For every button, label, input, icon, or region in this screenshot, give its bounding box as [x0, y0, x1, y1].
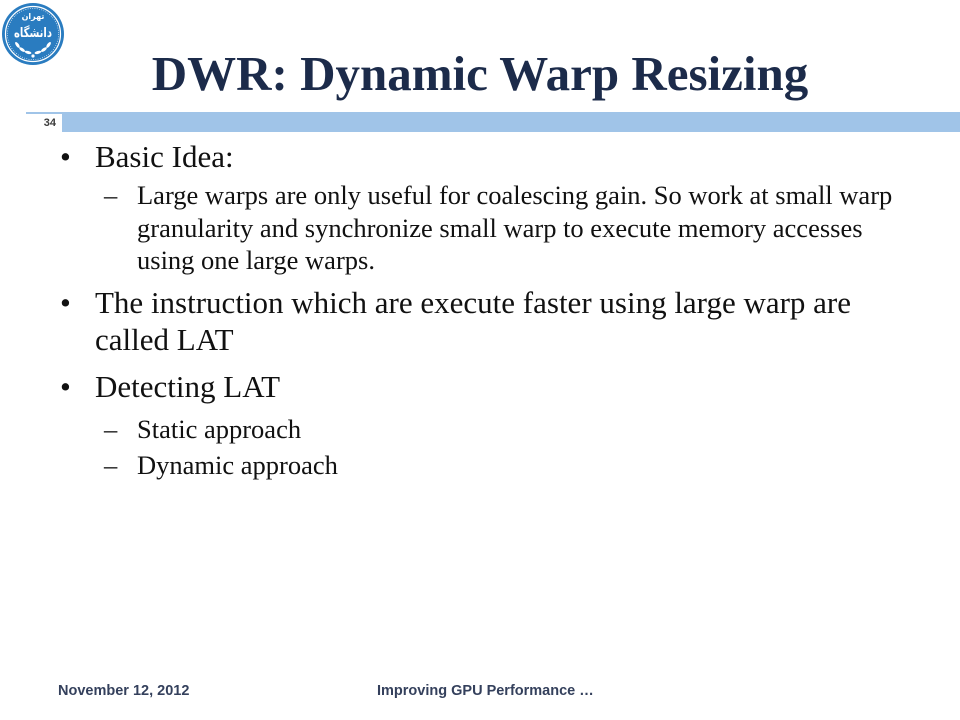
bullet-lat-definition — [60, 284, 912, 358]
bullet-marker: • — [60, 369, 71, 404]
header-accent-bar — [62, 112, 960, 132]
sub-bullet-marker: – — [104, 450, 118, 480]
slide-title: DWR: Dynamic Warp Resizing — [151, 46, 809, 101]
seal-lettering-main: دانشگاه — [14, 26, 64, 41]
footer-presentation-title: Improving GPU Performance … — [377, 683, 594, 699]
seal-lettering-top: تهران — [21, 12, 45, 21]
footer-date: November 12, 2012 — [58, 683, 190, 699]
sub-bullet-text: Static approach — [137, 414, 302, 444]
sub-bullet-text: Dynamic approach — [137, 450, 338, 480]
sub-bullet-static-approach — [104, 413, 912, 446]
sub-bullet-dynamic-approach — [104, 449, 912, 482]
bullet-marker: • — [60, 285, 71, 320]
slide-number-rule — [26, 112, 62, 114]
bullet-basic-idea — [60, 138, 912, 175]
bullet-text: Basic Idea: — [95, 139, 234, 174]
sub-bullet-large-warps — [104, 179, 912, 277]
bullet-marker: • — [60, 139, 71, 174]
sub-bullet-text: Large warps are only useful for coalescing gain. So work at small warp granularity and synchronize small warp to execute memory accesses using one large warps. — [137, 180, 893, 275]
sub-bullet-marker: – — [104, 180, 118, 210]
bullet-text: Detecting LAT — [95, 369, 281, 404]
slide-number: 34 — [43, 117, 56, 129]
bullet-detecting-lat — [60, 368, 912, 405]
bullet-text: The instruction which are execute faster using large warp are called LAT — [95, 285, 852, 357]
sub-bullet-marker: – — [104, 414, 118, 444]
